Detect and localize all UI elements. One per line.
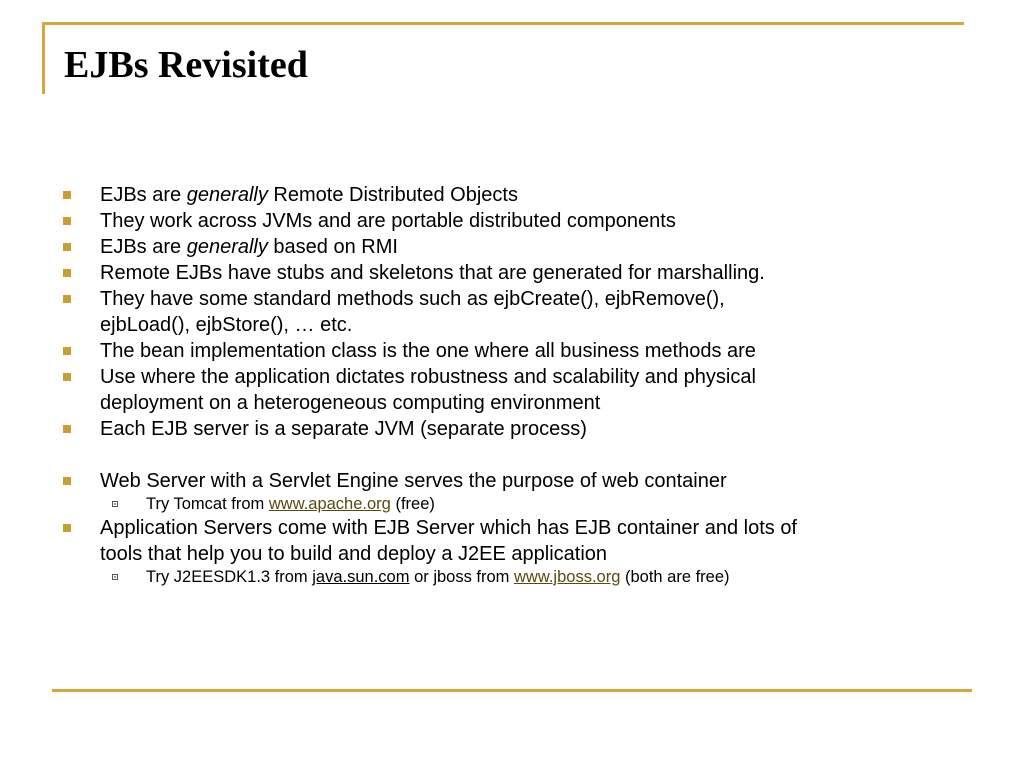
sub-bullet-box-icon: [112, 574, 118, 580]
bullet-square-icon: [63, 524, 71, 532]
sun-link[interactable]: java.sun.com: [312, 568, 410, 586]
bullet-text: Remote EJBs have stubs and skeletons that are generated for marshalling.: [100, 262, 765, 284]
bullet-square-icon: [63, 191, 71, 199]
bullet-square-icon: [63, 243, 71, 251]
bullet-text-line1: Application Servers come with EJB Server which has EJB container and lots of: [100, 517, 797, 539]
bullet-item: [62, 468, 967, 494]
title-frame-top-rule: [42, 22, 964, 25]
jboss-link[interactable]: www.jboss.org: [514, 568, 621, 586]
sub-bullet-text: or jboss from: [409, 568, 515, 586]
bullet-text-line1: They have some standard methods such as ejbCreate(), ejbRemove(),: [100, 288, 725, 310]
slide-body: [62, 182, 967, 588]
bullet-item: [62, 260, 967, 286]
emphasis-text: generally: [186, 184, 268, 206]
bullet-square-icon: [63, 347, 71, 355]
bullet-text: EJBs are: [100, 184, 187, 206]
sub-bullet-item: [62, 567, 967, 588]
bullet-item: [62, 515, 967, 567]
bullet-square-icon: [63, 269, 71, 277]
bullet-square-icon: [63, 217, 71, 225]
bullet-text-line2: deployment on a heterogeneous computing environment: [100, 392, 601, 414]
bullet-square-icon: [63, 477, 71, 485]
sub-bullet-item: [62, 494, 967, 515]
sub-bullet-text: (free): [390, 495, 435, 513]
bullet-text: Each EJB server is a separate JVM (separate process): [100, 418, 587, 440]
bullet-text: Remote Distributed Objects: [267, 184, 518, 206]
bullet-item: [62, 234, 967, 260]
bullet-text: They work across JVMs and are portable distributed components: [100, 210, 676, 232]
slide-title: EJBs Revisited: [64, 44, 308, 86]
title-frame-left-rule: [42, 22, 45, 94]
bullet-item: [62, 338, 967, 364]
bullet-item: [62, 286, 967, 338]
bullet-item: [62, 182, 967, 208]
bullet-text: EJBs are: [100, 236, 187, 258]
bullet-square-icon: [63, 373, 71, 381]
bullet-text-line2: ejbLoad(), ejbStore(), … etc.: [100, 314, 353, 336]
bullet-text: based on RMI: [267, 236, 398, 258]
sub-bullet-text: (both are free): [620, 568, 730, 586]
bullet-text: Web Server with a Servlet Engine serves the purpose of web container: [100, 470, 727, 492]
footer-rule: [52, 689, 972, 692]
apache-link[interactable]: www.apache.org: [268, 495, 391, 513]
bullet-item: [62, 364, 967, 416]
sub-bullet-text: Try Tomcat from: [146, 495, 269, 513]
bullet-text-line1: Use where the application dictates robustness and scalability and physical: [100, 366, 756, 388]
bullet-item: [62, 416, 967, 442]
sub-bullet-box-icon: [112, 501, 118, 507]
bullet-item: [62, 208, 967, 234]
bullet-square-icon: [63, 295, 71, 303]
bullet-square-icon: [63, 425, 71, 433]
bullet-gap: [62, 442, 967, 468]
bullet-text: The bean implementation class is the one where all business methods are: [100, 340, 756, 362]
bullet-text-line2: tools that help you to build and deploy a J2EE application: [100, 543, 608, 565]
sub-bullet-text: Try J2EESDK1.3 from: [146, 568, 313, 586]
emphasis-text: generally: [186, 236, 268, 258]
